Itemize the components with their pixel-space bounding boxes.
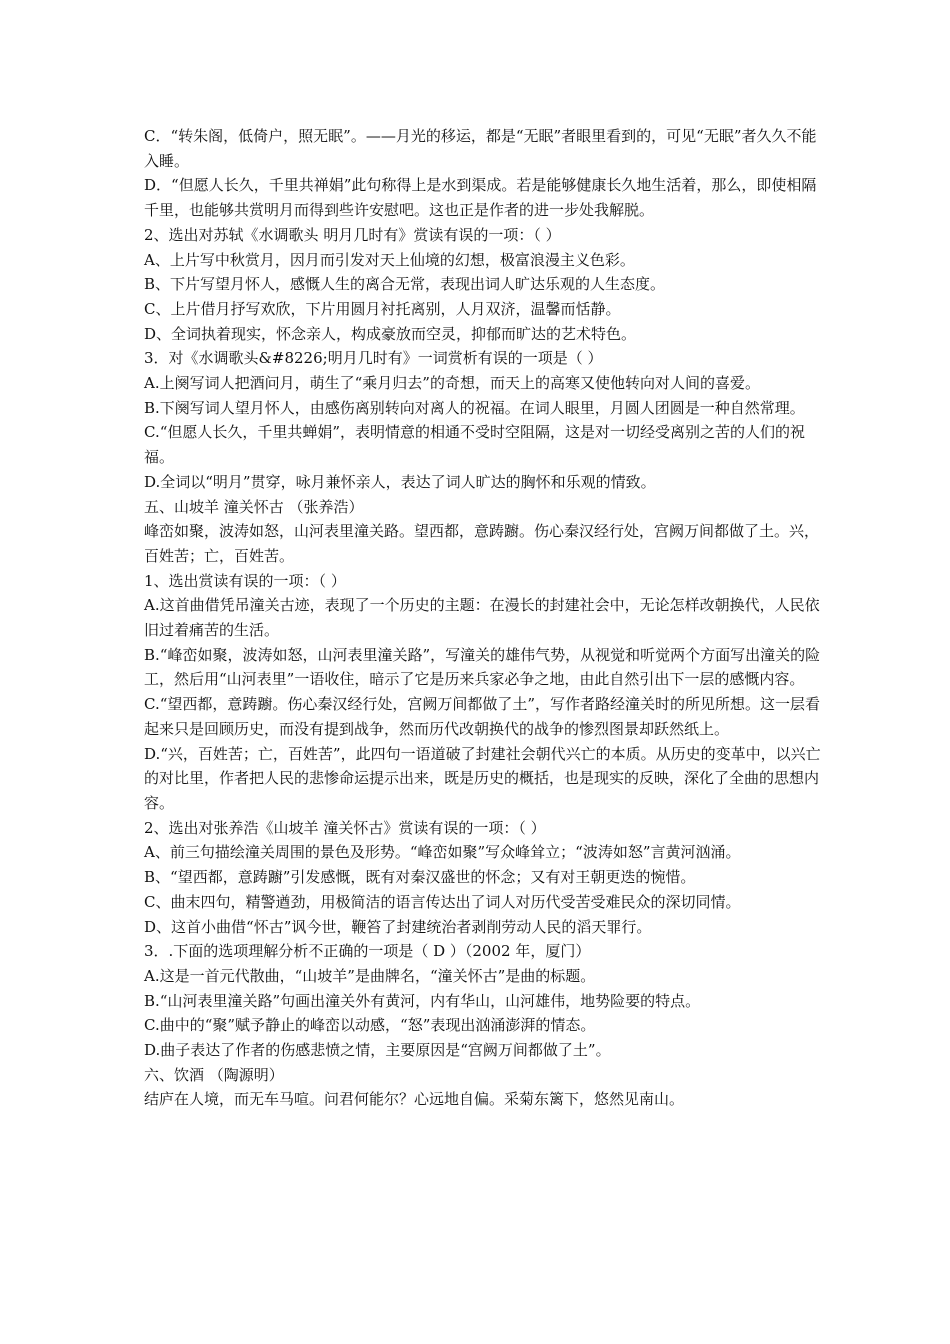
section-heading: 六、饮酒 （陶源明）: [144, 1065, 284, 1084]
option-b: B、下片写望月怀人，感慨人生的离合无常，表现出词人旷达乐观的人生态度。: [144, 275, 666, 294]
option-a: A.这首曲借凭吊潼关古迹，表现了一个历史的主题：在漫长的封建社会中，无论怎样改朝换代，人民依旧过着痛苦的生活。: [144, 596, 820, 640]
paragraph: C．“转朱阁，低倚户，照无眠”。——月光的移运，都是“无眠”者眼里看到的，可见“无眠”者久久不能入睡。: [144, 127, 817, 170]
option-a: A.上阕写词人把酒问月，萌生了“乘月归去”的奇想，而天上的高寒又使他转向对人间的喜爱。: [144, 374, 760, 393]
option-d: D.“兴，百姓苦；亡，百姓苦”，此四句一语道破了封建社会朝代兴亡的本质。从历史的变革中，以兴亡的对比里，作者把人民的悲惨命运提示出来，既是历史的概括，也是现实的反映，深化了全曲的思想内容。: [144, 744, 821, 812]
option-c: C.“望西都，意踌躕。伤心秦汉经行处，宫阙万间都做了土”，写作者路经潼关时的所见所想。这一层看起来只是回顾历史，而没有提到战争，然而历代改朝换代的战争的惨烈图景却跃然纸上。: [144, 695, 821, 738]
option-b: B.“山河表里潼关路”句画出潼关外有黄河，内有华山，山河雄伟，地势险要的特点。: [144, 991, 701, 1010]
question-heading: 2、选出对苏轼《水调歌头 明月几时有》赏读有误的一项：（ ）: [144, 225, 561, 244]
option-d: D、全词执着现实，怀念亲人，构成豪放而空灵，抑郁而旷达的艺术特色。: [144, 324, 637, 343]
option-d: D、这首小曲借“怀古”讽今世，鞭笞了封建统治者剥削劳动人民的滔天罪行。: [144, 917, 652, 936]
option-d: D.全词以“明月”贯穿，咏月兼怀亲人，表达了词人旷达的胸怀和乐观的情致。: [144, 472, 656, 491]
question-heading: 2、选出对张养浩《山坡羊 潼关怀古》赏读有误的一项：（ ）: [144, 818, 546, 837]
document-body: [144, 124, 822, 1112]
poem-text: 结庐在人境，而无车马喧。问君何能尔？心远地自偏。采菊东篱下，悠然见南山。: [144, 1090, 685, 1109]
option-a: A、前三句描绘潼关周围的景色及形势。“峰峦如聚”写众峰耸立；“波涛如怒”言黄河汹涌。: [144, 843, 741, 862]
question-heading: 1、选出赏读有误的一项：（ ）: [144, 571, 346, 590]
option-a: A、上片写中秋赏月，因月而引发对天上仙境的幻想，极富浪漫主义色彩。: [144, 250, 635, 269]
option-c: C.“但愿人长久，千里共蝉娟”，表明情意的相通不受时空阻隔，这是对一切经受离别之苦的人们的祝福。: [144, 423, 806, 467]
option-b: B.“峰峦如聚，波涛如怒，山河表里潼关路”，写潼关的雄伟气势，从视觉和听觉两个方面写出潼关的险工，然后用“山河表里”一语收住，暗示了它是历来兵家必争之地，由此自然引出下一层的感慨内容。: [144, 645, 821, 689]
option-d: D.曲子表达了作者的伤感悲愤之情，主要原因是“宫阙万间都做了土”。: [144, 1041, 611, 1060]
option-c: C、曲末四句，精警遒劲，用极简洁的语言传达出了词人对历代受苦受难民众的深切同情。: [144, 892, 741, 911]
paragraph: D．“但愿人长久，千里共禅娟”此句称得上是水到渠成。若是能够健康长久地生活着，那么，即使相隔千里，也能够共赏明月而得到些许安慰吧。这也正是作者的进一步处我解脱。: [144, 176, 817, 220]
option-b: B.下阕写词人望月怀人，由感伤离别转向对离人的祝福。在词人眼里，月圆人团圆是一种自然常理。: [144, 398, 805, 417]
option-a: A.这是一首元代散曲，“山坡羊”是曲牌名，“潼关怀古”是曲的标题。: [144, 966, 596, 985]
question-heading: 3．对《水调歌头&#8226;明月几时有》一词赏析有误的一项是（ ）: [144, 349, 603, 368]
option-b: B、“望西都，意踌躕”引发感慨，既有对秦汉盛世的怀念；又有对王朝更迭的惋惜。: [144, 868, 696, 887]
section-heading: 五、山坡羊 潼关怀古 （张养浩）: [144, 497, 364, 516]
poem-text: 峰峦如聚，波涛如怒，山河表里潼关路。望西都，意踌躕。伤心秦汉经行处，宫阙万间都做了土。兴，百姓苦；亡，百姓苦。: [144, 522, 820, 565]
question-heading: 3．.下面的选项理解分析不正确的一项是（ D ）（2002 年，厦门）: [144, 942, 591, 961]
option-c: C.曲中的“聚”赋予静止的峰峦以动感，“怒”表现出汹涌澎湃的情态。: [144, 1016, 596, 1035]
option-c: C、上片借月抒写欢欣，下片用圆月衬托离别，人月双济，温馨而恬静。: [144, 299, 621, 318]
